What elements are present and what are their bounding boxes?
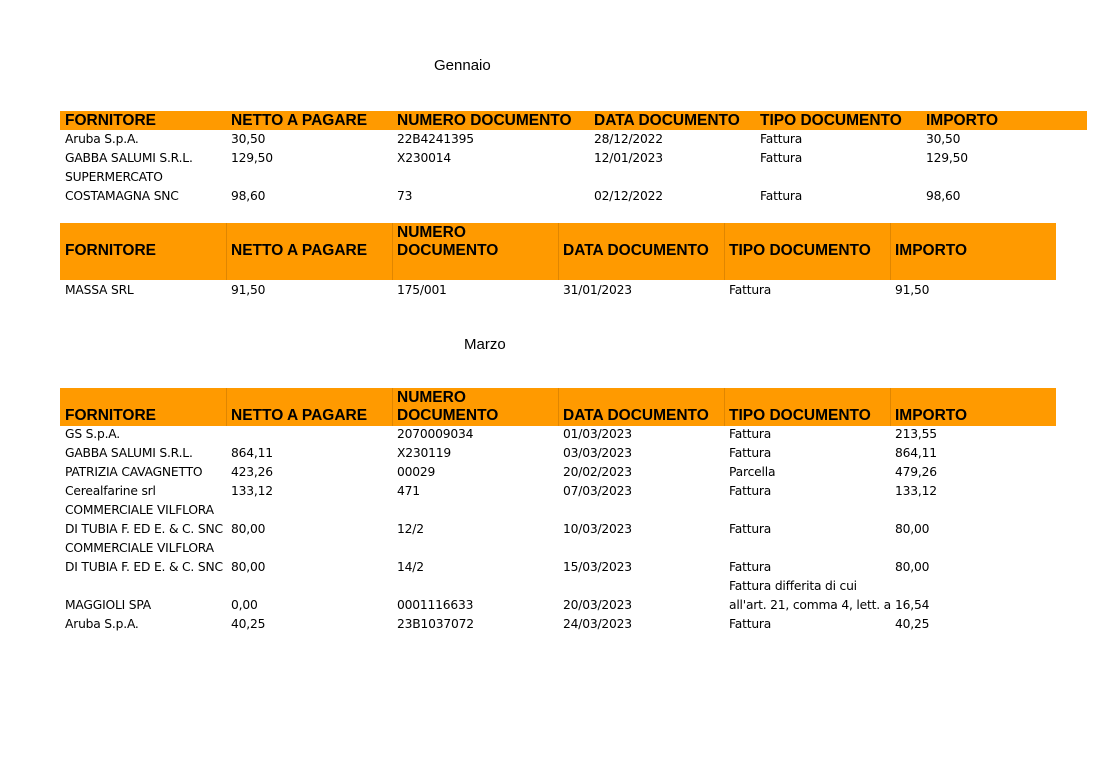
cell-numero: 175/001: [397, 283, 447, 297]
cell-tipo: Fattura: [729, 617, 772, 631]
column-separator: [724, 388, 725, 426]
cell-netto: 0,00: [231, 598, 258, 612]
cell-netto: 80,00: [231, 560, 266, 574]
cell-data: 15/03/2023: [563, 560, 632, 574]
cell-tipo: Fattura: [729, 446, 772, 460]
cell-fornitore: GABBA SALUMI S.R.L.: [65, 151, 193, 165]
cell-fornitore: PATRIZIA CAVAGNETTO: [65, 465, 203, 479]
cell-numero: X230014: [397, 151, 451, 165]
cell-data: 07/03/2023: [563, 484, 632, 498]
header-numero-line1: NUMERO: [397, 224, 466, 241]
cell-netto: 40,25: [231, 617, 266, 631]
cell-numero: 12/2: [397, 522, 424, 536]
cell-data: 28/12/2022: [594, 132, 663, 146]
header-netto: NETTO A PAGARE: [231, 242, 368, 259]
table-row: [0, 482, 1100, 501]
table-row: [0, 425, 1100, 444]
cell-data: 31/01/2023: [563, 283, 632, 297]
cell-data: 20/03/2023: [563, 598, 632, 612]
column-separator: [558, 223, 559, 280]
cell-tipo: Parcella: [729, 465, 776, 479]
cell-tipo: Fattura: [729, 560, 772, 574]
month-title-marzo: Marzo: [464, 336, 506, 353]
header-importo: IMPORTO: [895, 407, 968, 424]
header-tipo: TIPO DOCUMENTO: [760, 112, 902, 129]
column-separator: [392, 388, 393, 426]
cell-numero: 22B4241395: [397, 132, 474, 146]
cell-netto: 80,00: [231, 522, 266, 536]
cell-tipo: Fattura: [760, 132, 803, 146]
column-separator: [558, 388, 559, 426]
table-row: [0, 615, 1100, 634]
cell-numero: 73: [397, 189, 413, 203]
cell-importo: 479,26: [895, 465, 937, 479]
header-netto: NETTO A PAGARE: [231, 112, 368, 129]
cell-netto: 91,50: [231, 283, 266, 297]
cell-fornitore-line1: SUPERMERCATO: [65, 170, 163, 184]
table-row: [0, 577, 1100, 615]
cell-importo: 129,50: [926, 151, 968, 165]
header-numero-line1: NUMERO: [397, 389, 466, 406]
cell-importo: 133,12: [895, 484, 937, 498]
header-data: DATA DOCUMENTO: [563, 407, 709, 424]
table-row: [0, 130, 1100, 149]
cell-numero: 471: [397, 484, 420, 498]
cell-data: 03/03/2023: [563, 446, 632, 460]
header-numero-line2: DOCUMENTO: [397, 407, 499, 424]
header-importo: IMPORTO: [926, 112, 999, 129]
cell-fornitore: DI TUBIA F. ED E. & C. SNC: [65, 560, 223, 574]
cell-numero: 0001116633: [397, 598, 474, 612]
cell-netto: 423,26: [231, 465, 273, 479]
cell-fornitore: Aruba S.p.A.: [65, 617, 139, 631]
header-data: DATA DOCUMENTO: [594, 112, 740, 129]
cell-fornitore: COSTAMAGNA SNC: [65, 189, 179, 203]
cell-data: 02/12/2022: [594, 189, 663, 203]
column-separator: [226, 223, 227, 280]
cell-importo: 16,54: [895, 598, 930, 612]
table-header: [60, 223, 1056, 280]
header-tipo: TIPO DOCUMENTO: [729, 407, 871, 424]
cell-tipo: Fattura: [729, 427, 772, 441]
cell-fornitore: Aruba S.p.A.: [65, 132, 139, 146]
cell-fornitore: GS S.p.A.: [65, 427, 120, 441]
column-separator: [226, 388, 227, 426]
column-separator: [890, 388, 891, 426]
cell-tipo: Fattura: [729, 522, 772, 536]
month-title-gennaio: Gennaio: [434, 57, 491, 74]
cell-fornitore: MAGGIOLI SPA: [65, 598, 152, 612]
header-numero-line2: DOCUMENTO: [397, 242, 499, 259]
cell-importo: 864,11: [895, 446, 937, 460]
cell-tipo: Fattura: [760, 189, 803, 203]
cell-numero: 2070009034: [397, 427, 474, 441]
header-tipo: TIPO DOCUMENTO: [729, 242, 871, 259]
cell-fornitore-line1: COMMERCIALE VILFLORA: [65, 503, 214, 517]
cell-data: 01/03/2023: [563, 427, 632, 441]
cell-importo: 40,25: [895, 617, 930, 631]
header-netto: NETTO A PAGARE: [231, 407, 368, 424]
cell-fornitore: GABBA SALUMI S.R.L.: [65, 446, 193, 460]
column-separator: [890, 223, 891, 280]
cell-numero: 00029: [397, 465, 436, 479]
cell-fornitore: Cerealfarine srl: [65, 484, 156, 498]
cell-netto: 30,50: [231, 132, 266, 146]
cell-numero: X230119: [397, 446, 451, 460]
cell-tipo: Fattura: [729, 484, 772, 498]
cell-tipo: all'art. 21, comma 4, lett. a: [729, 598, 891, 612]
column-separator: [724, 223, 725, 280]
cell-importo: 80,00: [895, 522, 930, 536]
cell-data: 12/01/2023: [594, 151, 663, 165]
table-row: [0, 463, 1100, 482]
cell-fornitore-line1: COMMERCIALE VILFLORA: [65, 541, 214, 555]
cell-netto: 133,12: [231, 484, 273, 498]
table-row: [0, 149, 1100, 168]
cell-data: 24/03/2023: [563, 617, 632, 631]
table-row: [0, 281, 1100, 300]
table-header: [60, 111, 1087, 130]
cell-importo: 30,50: [926, 132, 961, 146]
cell-tipo: Fattura: [729, 283, 772, 297]
cell-fornitore: MASSA SRL: [65, 283, 134, 297]
header-fornitore: FORNITORE: [65, 112, 156, 129]
cell-importo: 80,00: [895, 560, 930, 574]
header-importo: IMPORTO: [895, 242, 968, 259]
cell-numero: 23B1037072: [397, 617, 474, 631]
header-data: DATA DOCUMENTO: [563, 242, 709, 259]
table-row: [0, 501, 1100, 539]
cell-importo: 98,60: [926, 189, 961, 203]
cell-importo: 91,50: [895, 283, 930, 297]
cell-importo: 213,55: [895, 427, 937, 441]
cell-fornitore: DI TUBIA F. ED E. & C. SNC: [65, 522, 223, 536]
cell-tipo: Fattura: [760, 151, 803, 165]
header-numero: NUMERO DOCUMENTO: [397, 112, 572, 129]
table-header: [60, 388, 1056, 426]
cell-data: 10/03/2023: [563, 522, 632, 536]
cell-tipo-line1: Fattura differita di cui: [729, 579, 857, 593]
table-row: [0, 539, 1100, 577]
cell-netto: 129,50: [231, 151, 273, 165]
column-separator: [392, 223, 393, 280]
cell-netto: 864,11: [231, 446, 273, 460]
header-fornitore: FORNITORE: [65, 242, 156, 259]
cell-numero: 14/2: [397, 560, 424, 574]
table-row: [0, 444, 1100, 463]
header-fornitore: FORNITORE: [65, 407, 156, 424]
cell-netto: 98,60: [231, 189, 266, 203]
table-row: [0, 168, 1100, 206]
cell-data: 20/02/2023: [563, 465, 632, 479]
